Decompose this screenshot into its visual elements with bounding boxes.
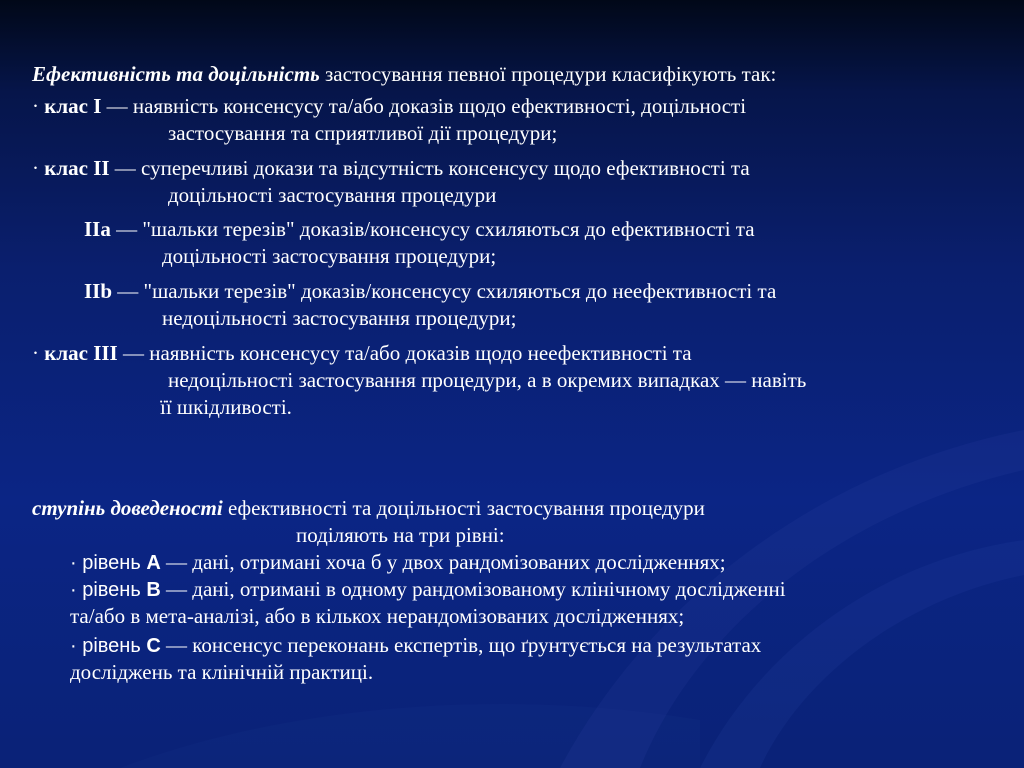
evidence-line-2: поділяють на три рівні: xyxy=(296,523,505,547)
level-c-line-2: досліджень та клінічній практиці. xyxy=(70,660,374,684)
class-2-line-1 xyxy=(32,155,750,182)
class-3-label: клас III xyxy=(44,341,118,365)
evidence-term: ступінь доведеності xyxy=(32,496,223,520)
level-b-line-2: та/або в мета-аналізі, або в кількох нерандомізованих дослідженнях; xyxy=(70,604,685,628)
intro-line xyxy=(32,61,776,88)
class-3-line-1 xyxy=(32,340,692,367)
class-2a-line-1 xyxy=(84,216,755,243)
class-1-line-2: застосування та сприятливої дії процедури; xyxy=(168,121,558,145)
level-c-text: — консенсус переконань експертів, що ґрунтується на результатах xyxy=(160,633,762,657)
class-2-line-2: доцільності застосування процедури xyxy=(168,183,497,207)
class-2b-line-2: недоцільності застосування процедури; xyxy=(162,306,517,330)
intro-term: Ефективність та доцільність xyxy=(32,62,320,86)
bullet: · xyxy=(32,94,45,118)
level-c-prefix: · рівень xyxy=(70,635,147,657)
class-3-line-2: недоцільності застосування процедури, а в окремих випадках — навіть xyxy=(168,368,807,392)
class-2b-label: IIb xyxy=(84,279,113,303)
class-2b-text: — "шальки терезів" доказів/консенсусу схиляються до неефективності та xyxy=(112,279,777,303)
level-b-line-1 xyxy=(70,576,786,604)
class-2-text: — суперечливі докази та відсутність консенсусу щодо ефективності та xyxy=(109,156,750,180)
bullet: · xyxy=(32,156,45,180)
class-2a-line-2: доцільності застосування процедури; xyxy=(162,244,497,268)
class-2a-label: IIa xyxy=(84,217,111,241)
level-a-label: A xyxy=(146,552,161,574)
evidence-line-1 xyxy=(32,495,705,522)
class-2a-text: — "шальки терезів" доказів/консенсусу схиляються до ефективності та xyxy=(110,217,755,241)
level-c-line-1 xyxy=(70,632,761,660)
intro-text: застосування певної процедури класифікують так: xyxy=(319,62,777,86)
level-c-label: C xyxy=(146,635,161,657)
level-a-line-1 xyxy=(70,549,726,577)
class-1-text: — наявність консенсусу та/або доказів щодо ефективності, доцільності xyxy=(101,94,747,118)
class-1-line-1 xyxy=(32,93,746,120)
class-2b-line-1 xyxy=(84,278,776,305)
evidence-text: ефективності та доцільності застосування процедури xyxy=(222,496,705,520)
class-3-text: — наявність консенсусу та/або доказів щодо неефективності та xyxy=(117,341,692,365)
level-b-text: — дані, отримані в одному рандомізованому клінічному дослідженні xyxy=(160,577,786,601)
class-1-label: клас I xyxy=(44,94,102,118)
level-b-label: B xyxy=(146,579,161,601)
level-b-prefix: · рівень xyxy=(70,579,147,601)
class-3-line-3: її шкідливості. xyxy=(160,395,292,419)
bullet: · xyxy=(32,341,45,365)
level-a-prefix: · рівень xyxy=(70,552,147,574)
class-2-label: клас II xyxy=(44,156,110,180)
level-a-text: — дані, отримані хоча б у двох рандомізованих дослідженнях; xyxy=(160,550,726,574)
